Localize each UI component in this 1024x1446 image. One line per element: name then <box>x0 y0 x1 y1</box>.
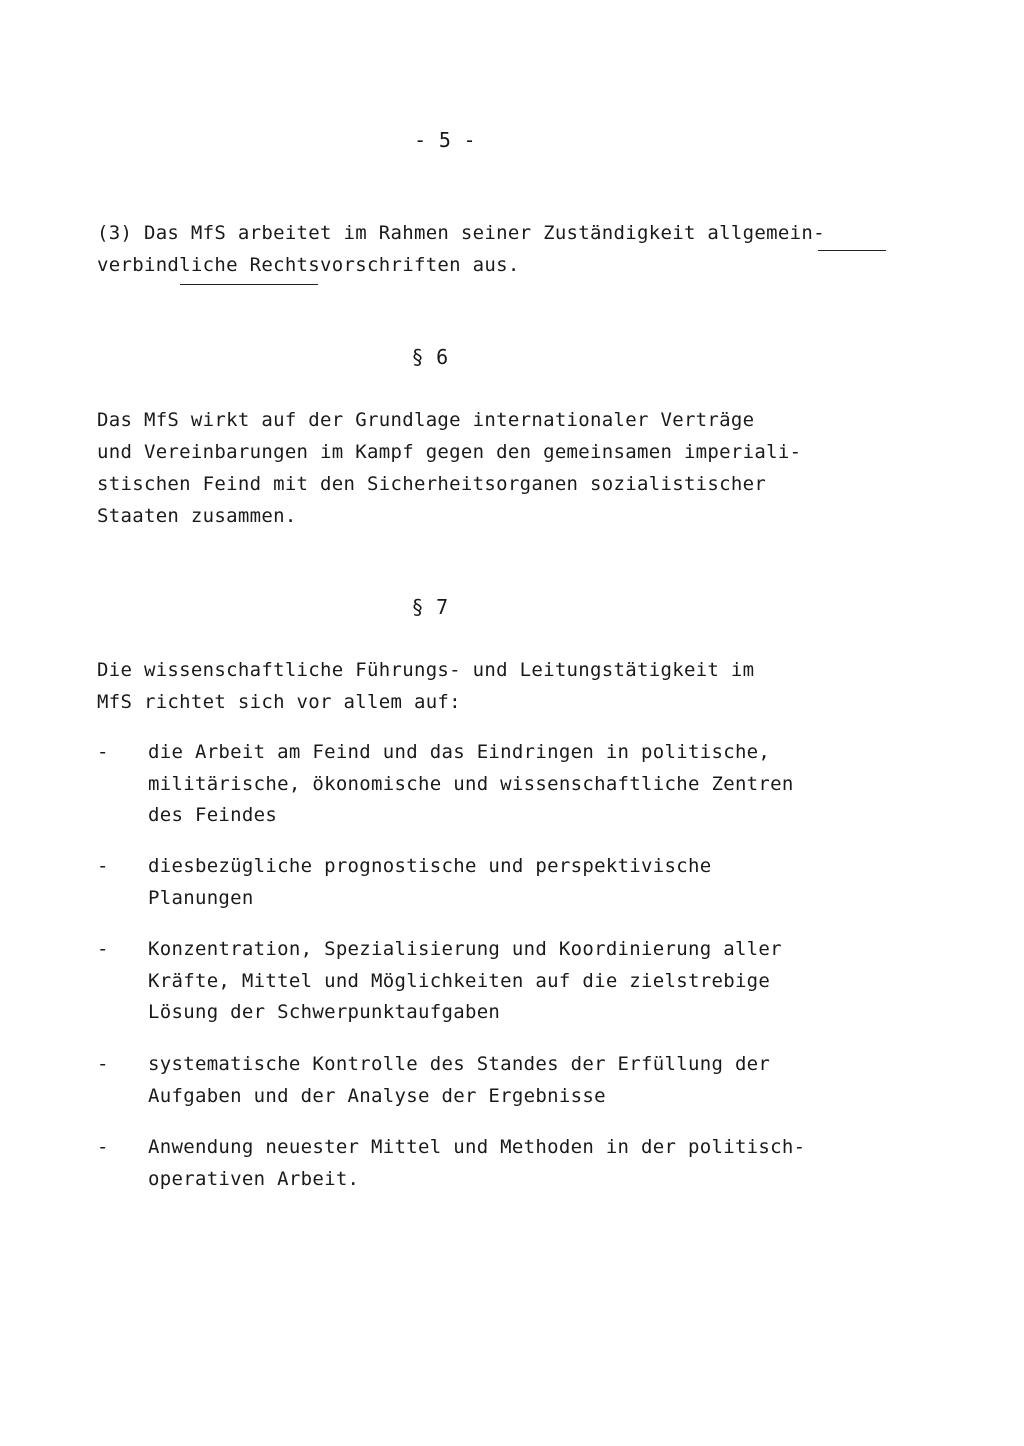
list-item-3-line-3: Lösung der Schwerpunktaufgaben <box>148 1001 501 1023</box>
list-bullet: - <box>97 938 109 960</box>
section-6-line-1: Das MfS wirkt auf der Grundlage internationaler Verträge <box>97 409 755 431</box>
page-number: - 5 - <box>414 128 476 152</box>
list-item-1-line-1: die Arbeit am Feind und das Eindringen in politische, <box>148 741 771 763</box>
list-item-3-line-1: Konzentration, Spezialisierung und Koordinierung aller <box>148 938 782 960</box>
section-7-intro-line-1: Die wissenschaftliche Führungs- und Leitungstätigkeit im <box>97 659 755 681</box>
list-item-5-line-1: Anwendung neuester Mittel und Methoden in der politisch- <box>148 1136 806 1158</box>
section-6-line-4: Staaten zusammen. <box>97 505 297 527</box>
underline-mark <box>818 250 886 251</box>
section-6-line-3: stischen Feind mit den Sicherheitsorganen sozialistischer <box>97 473 767 495</box>
list-bullet: - <box>97 855 109 877</box>
list-bullet: - <box>97 741 109 763</box>
list-item-5-line-2: operativen Arbeit. <box>148 1168 360 1190</box>
section-7-heading: § 7 <box>411 595 449 619</box>
list-item-2-line-2: Planungen <box>148 887 254 909</box>
para3-line-2: verbindliche Rechtsvorschriften aus. <box>97 254 520 276</box>
section-6-heading: § 6 <box>411 345 449 369</box>
list-item-4-line-2: Aufgaben und der Analyse der Ergebnisse <box>148 1085 606 1107</box>
list-item-2-line-1: diesbezügliche prognostische und perspektivische <box>148 855 712 877</box>
section-7-intro-line-2: MfS richtet sich vor allem auf: <box>97 691 461 713</box>
list-item-1-line-2: militärische, ökonomische und wissenschaftliche Zentren <box>148 773 794 795</box>
underline-mark <box>180 284 318 285</box>
list-item-4-line-1: systematische Kontrolle des Standes der Erfüllung der <box>148 1053 771 1075</box>
list-item-3-line-2: Kräfte, Mittel und Möglichkeiten auf die zielstrebige <box>148 970 771 992</box>
list-item-1-line-3: des Feindes <box>148 804 278 826</box>
para3-line-1: (3) Das MfS arbeitet im Rahmen seiner Zuständigkeit allgemein- <box>97 222 825 244</box>
list-bullet: - <box>97 1136 109 1158</box>
section-6-line-2: und Vereinbarungen im Kampf gegen den gemeinsamen imperiali- <box>97 441 802 463</box>
list-bullet: - <box>97 1053 109 1075</box>
